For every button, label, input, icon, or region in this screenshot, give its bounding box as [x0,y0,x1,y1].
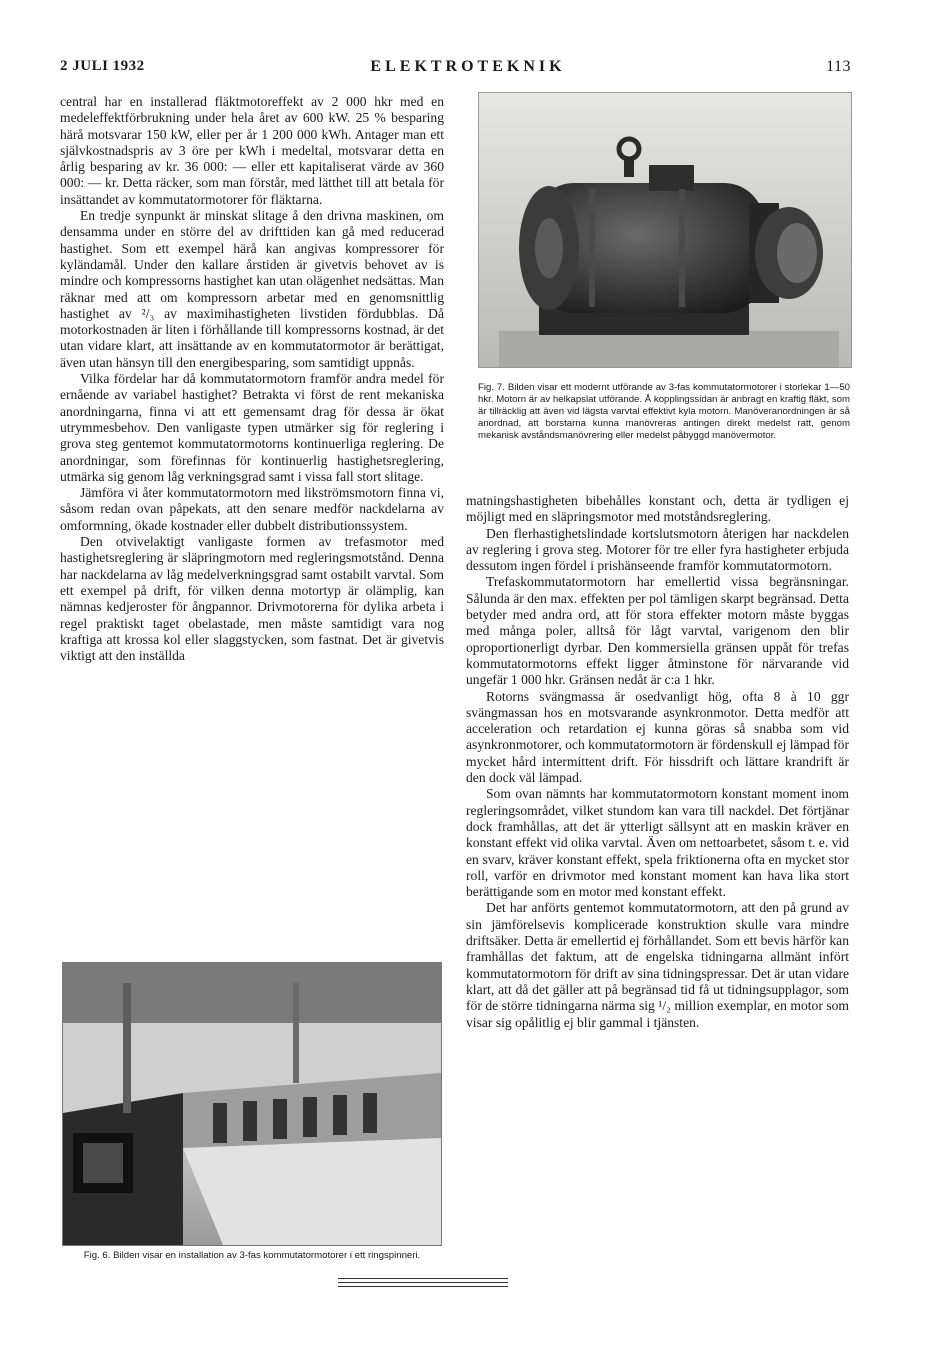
paragraph: Den otvivelaktigt vanligaste formen av trefasmotor med hastighetsreglering är släpringmotorn med regleringsmotstånd. Denna har nackdelarna av låg medelverkningsgrad samt ostabilt varvtal. Som ett exempel på drift, för vilken denna motortyp är olämplig, kan nämnas kedjeroster för ångpannor. Drivmotorerna för dylika arbeta i regel praktiskt taget obelastade, men måste samtidigt vara nog kraftiga att krossa kol eller slaggstycken, som fastnat. Det är givetvis viktigt att den inställda [60,534,444,664]
figure-6-caption: Fig. 6. Bilden visar en installation av 3-fas kommutatormotorer i ett ringspinneri. [83,1250,421,1261]
end-rule [338,1278,508,1279]
end-rule [338,1282,508,1283]
paragraph: Rotorns svängmassa är osedvanligt hög, ofta 8 à 10 ggr svängmassan hos en motsvarande asynkronmotor. Detta medför att acceleration och retardation ej kunna göras så snabba som vid asynkronmotorer, och kommutatormotorn är fördenskull ej lämpad för mycket hård intermittent drift. För hissdrift och lättare krandrift är den dock väl lämpad. [466,688,850,786]
page-number: 113 [826,58,851,75]
paragraph: En tredje synpunkt är minskat slitage å den drivna maskinen, om densamma under en större del av drifttiden kan gå med reducerad hastighet. Som ett exempel härå kan angivas kompressorer för kyländamål. Under den kallare årstiden är givetvis behovet av is mindre och kompressorns hastighet kan utan olägenhet nedsättas. Man räknar med att om kompressorn arbetar med en genomsnittlig hastighet av ²/₃ av maximihastigheten livstiden fördubblas. Då motorkostnaden är liten i förhållande till kompressorns kostnad, är det utan vidare klart, att insättande av en kommutatormotor är berättigat, även utan hänsyn till den energibesparing, som samtidigt uppnås. [60,208,444,370]
paragraph: central har en installerad fläktmotoreffekt av 2 000 hkr med en medeleffektförbrukning under hela året av 600 kW. 25 % besparing härå motsvarar 150 kW, eller per år 1 200 000 kWh. Antager man ett självkostnadspris av 3 öre per kWh i medeltal, motsvarar detta en årlig besparing av kr. 36 000: — eller ett kapitaliserat värde av 360 000: — kr. Detta räcker, som man förstår, med lätthet till att betala för insättandet av kommutatormotorer för fläktarna. [60,94,444,207]
issue-date: 2 JULI 1932 [60,58,145,74]
paragraph: Jämföra vi åter kommutatormotorn med likströmsmotorn finna vi, såsom redan ovan påpekats, att den senare medför nackdelarna av omformning, ökade kostnader eller dubbelt distributionssystem. [60,485,444,533]
spinning-mill-photo [62,962,442,1246]
right-column [466,493,849,1031]
paragraph: matningshastigheten bibehålles konstant och, detta är tydligen ej möjligt med en släpringsmotor med motståndsreglering. [466,493,849,525]
figure-7-caption: Fig. 7. Bilden visar ett modernt utförande av 3-fas kommutatormotorer i storlekar 1—50 hkr. Motorn är av helkapslat utförande. Å kopplingssidan är anbragt en kraftig fläkt, som är tillräcklig att även vid lägsta varvtal effektivt kyla motorn. Manöveranordningen är så anordnad, att borstarna kunna manövreras antingen direkt medelst ratt, genom mekanisk avståndsmanövrering eller medelst påbyggd manövermotor. [478,382,850,441]
motor-photo [478,92,852,368]
paragraph: Som ovan nämnts har kommutatormotorn konstant moment inom regleringsområdet, vilket stundom kan vara till nackdel. Det förtjänar dock framhållas, att det är ytterligt sällsynt att en maskin kräver en konstant effekt vid olika varvtal. Även om nettoarbetet, såsom t. e. vid en svarv, kräver konstant effekt, spela friktionerna ofta en mycket stor roll, varför en drivmotor med konstant moment kan hava lika stort berättigande som en motor med konstant effekt. [466,786,849,900]
journal-title: ELEKTROTEKNIK [370,58,566,75]
end-rule [338,1286,508,1287]
paragraph: Vilka fördelar har då kommutatormotorn framför andra medel för ernående av variabel hastighet? Betrakta vi först de rent mekaniska anordningarna, finna vi att ett gemensamt drag för dessa är ökat utrymmesbehov. Den vanligaste typen utmärker sig för reglering i grova steg gentemot kommutatormotorns kontinuerliga reglering. De anordningar, som förefinnas för kontinuerlig hastighetsreglering, utmärka sig genom låg verkningsgrad samt i vissa fall stort slitage. [60,371,444,484]
paragraph: Trefaskommutatormotorn har emellertid vissa begränsningar. Sålunda är den max. effekten per pol tämligen skarpt begränsad. Detta betyder med andra ord, att för stora effekter motorn måste byggas med många poler, alltså för lågt varvtal, varigenom den blir oproportionerligt dyrbar. Den kommersiella gränsen uppåt för trefas kommutatormotorns effekt ligger åtminstone för närvarande vid ungefär 1 000 hkr. Gränsen nedåt är c:a 1 hkr. [466,574,849,688]
left-column [60,94,444,664]
paragraph: Den flerhastighetslindade kortslutsmotorn återigen har nackdelen av reglering i grova steg. Motorer för tre eller fyra hastigheter erbjuda dessutom ingen fördel i prishänseende framför kommutatormotorn. [466,525,849,574]
paragraph: Det har anförts gentemot kommutatormotorn, att den på grund av sin jämförelsevis komplicerade konstruktion skulle vara mindre driftsäker. Detta är emellertid ej förhållandet. Som ett bevis härför kan framhållas det faktum, att de engelska tidningarna allmänt infört kommutatormotorn för drift av sina tidningspressar. Det är utan vidare klart, att då det gäller att på begränsad tid få ut tidningsupplagor, som för de större tidningarna närma sig ¹/₂ million exemplar, en motor som visar sig opålitlig ej blir gammal i tjänsten. [466,900,849,1030]
